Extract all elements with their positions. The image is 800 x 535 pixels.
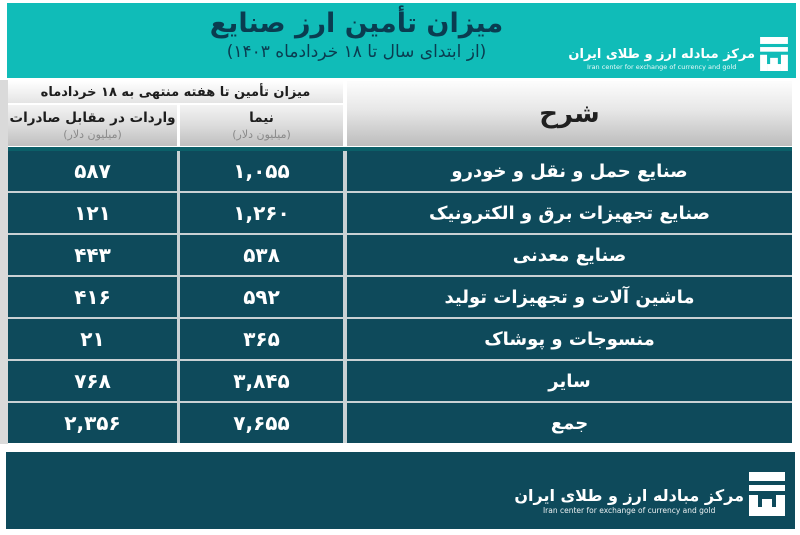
- page-subtitle: (از ابتدای سال تا ۱۸ خردادماه ۱۴۰۳): [226, 42, 487, 62]
- brand-name-english: Iran center for exchange of currency and gold: [542, 506, 716, 515]
- nima-value: ۵۹۲: [180, 277, 343, 317]
- header-text-block: [67, 6, 646, 64]
- ice-logo-icon: [749, 472, 785, 516]
- footer-banner: [6, 452, 795, 529]
- brand-logo-footer: [514, 472, 785, 516]
- imports-value: ۲۱: [8, 319, 177, 359]
- row-label: سایر: [347, 361, 792, 401]
- nima-value: ۱,۰۵۵: [180, 151, 343, 191]
- column-group-header: میزان تأمین تا هفته منتهی به ۱۸ خردادماه: [8, 81, 343, 103]
- row-label: صنایع حمل و نقل و خودرو: [347, 151, 792, 191]
- column-header-nima: [180, 105, 343, 146]
- row-label: صنایع معدنی: [347, 235, 792, 275]
- table-row: [8, 319, 792, 359]
- table-row: [8, 193, 792, 233]
- page-title: میزان تأمین ارز صنایع: [209, 8, 504, 39]
- imports-value: ۴۱۶: [8, 277, 177, 317]
- column-header-imports-label: واردات در مقابل صادرات: [9, 109, 176, 126]
- nima-value: ۳۶۵: [180, 319, 343, 359]
- brand-text: [514, 486, 744, 516]
- row-label: ماشین آلات و تجهیزات تولید: [347, 277, 792, 317]
- column-header-imports: [8, 105, 177, 146]
- brand-name-farsi: مرکز مبادله ارز و طلای ایران: [514, 486, 744, 505]
- table-row: [8, 235, 792, 275]
- imports-value: ۲,۳۵۶: [8, 403, 177, 443]
- brand-name-english: Iran center for exchange of currency and gold: [586, 63, 737, 71]
- table-body: [8, 151, 792, 443]
- row-label: جمع: [347, 403, 792, 443]
- table-row: [8, 151, 792, 191]
- left-edge-shade: [0, 80, 8, 444]
- nima-value: ۱,۲۶۰: [180, 193, 343, 233]
- nima-value: ۷,۶۵۵: [180, 403, 343, 443]
- nima-value: ۵۳۸: [180, 235, 343, 275]
- nima-value: ۳,۸۴۵: [180, 361, 343, 401]
- row-label: منسوجات و پوشاک: [347, 319, 792, 359]
- column-header-nima-label: نیما: [249, 109, 274, 126]
- column-header-nima-unit: (میلیون دلار): [232, 127, 291, 141]
- imports-value: ۷۶۸: [8, 361, 177, 401]
- row-label: صنایع تجهیزات برق و الکترونیک: [347, 193, 792, 233]
- column-header-description: شرح: [347, 81, 792, 146]
- brand-name-farsi: مرکز مبادله ارز و طلای ایران: [568, 47, 755, 62]
- table-row: [8, 277, 792, 317]
- imports-value: ۴۴۳: [8, 235, 177, 275]
- imports-value: ۱۲۱: [8, 193, 177, 233]
- table-row-total: [8, 403, 792, 443]
- brand-text: [568, 47, 755, 71]
- brand-logo-header: [568, 37, 788, 71]
- header-banner: [7, 3, 796, 78]
- imports-value: ۵۸۷: [8, 151, 177, 191]
- table-row: [8, 361, 792, 401]
- ice-logo-icon: [760, 37, 788, 71]
- column-header-imports-unit: (میلیون دلار): [63, 127, 122, 141]
